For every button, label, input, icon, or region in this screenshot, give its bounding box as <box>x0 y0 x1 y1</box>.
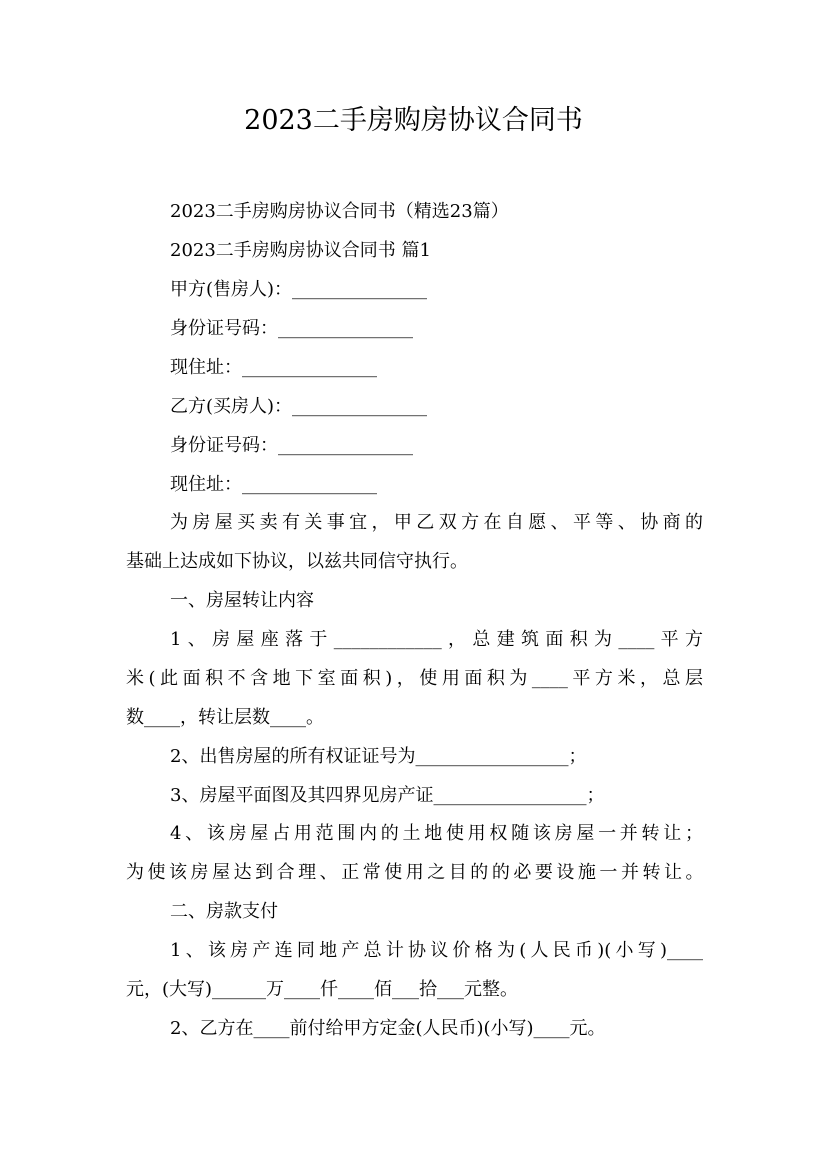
paragraph-line: 1、房屋座落于____________，总建筑面积为____平方 <box>170 629 703 650</box>
document-title: 2023二手房购房协议合同书 <box>244 105 583 136</box>
paragraph-line: 1、该房产连同地产总计协议价格为(人民币)(小写)____ <box>170 940 703 961</box>
clause-heading: 一、房屋转让内容 <box>170 590 314 611</box>
buyer-address-field: 现住址：_______________ <box>170 474 377 495</box>
paragraph-line: 3、房屋平面图及其四界见房产证_________________； <box>170 785 605 806</box>
paragraph-line: 为房屋买卖有关事宜，甲乙双方在自愿、平等、协商的 <box>170 512 703 533</box>
subtitle-line: 2023二手房购房协议合同书（精选23篇） <box>170 201 509 222</box>
buyer-id-field: 身份证号码：_______________ <box>170 435 413 456</box>
paragraph-line: 米(此面积不含地下室面积)，使用面积为____平方米，总层 <box>126 668 703 689</box>
paragraph-line: 基础上达成如下协议，以兹共同信守执行。 <box>126 551 468 572</box>
seller-id-field: 身份证号码：_______________ <box>170 318 413 339</box>
paragraph-line: 数____，转让层数____。 <box>126 707 324 728</box>
paragraph-line: 2、乙方在____前付给甲方定金(人民币)(小写)____元。 <box>170 1018 606 1039</box>
paragraph-line: 2、出售房屋的所有权证证号为_________________； <box>170 746 587 767</box>
paragraph-line: 4、该房屋占用范围内的土地使用权随该房屋一并转让； <box>170 823 703 844</box>
paragraph-line: 元，(大写)______万____仟____佰___拾___元整。 <box>126 979 519 1000</box>
buyer-name-field: 乙方(买房人)：_______________ <box>170 396 428 417</box>
section-heading: 2023二手房购房协议合同书 篇1 <box>170 240 431 261</box>
seller-address-field: 现住址：_______________ <box>170 357 377 378</box>
seller-name-field: 甲方(售房人)：_______________ <box>170 279 428 300</box>
clause-heading: 二、房款支付 <box>170 901 278 922</box>
paragraph-line: 为使该房屋达到合理、正常使用之目的的必要设施一并转让。 <box>126 862 703 883</box>
